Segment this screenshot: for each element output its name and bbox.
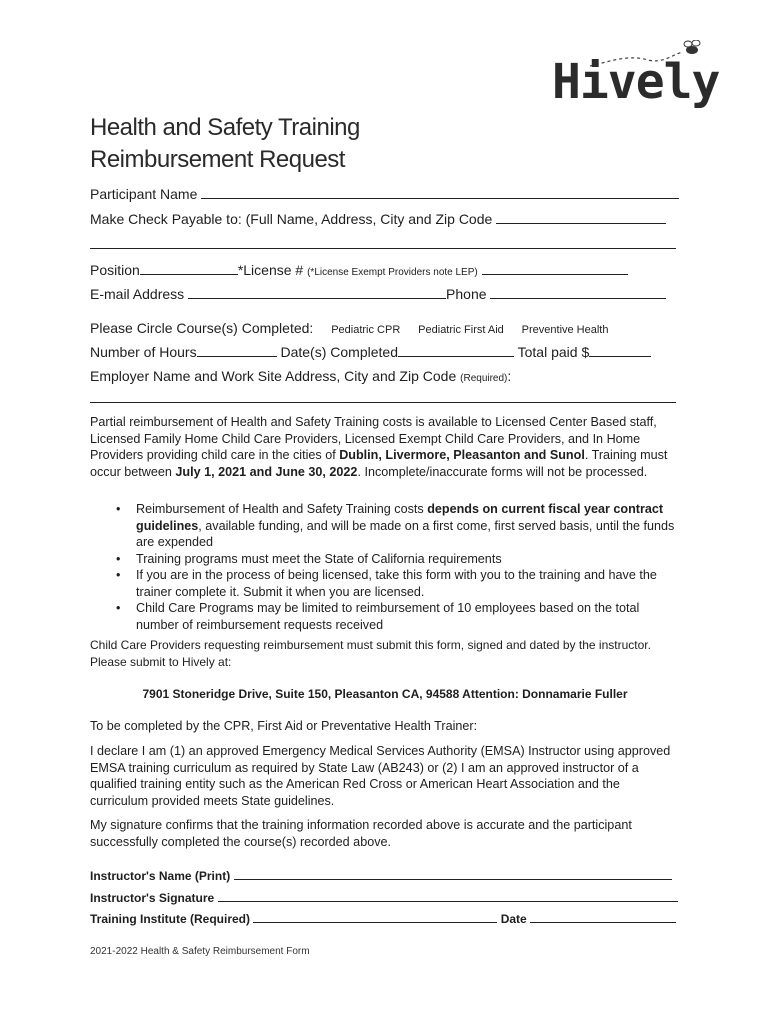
position-label: Position <box>90 262 140 278</box>
check-payable-field-2[interactable] <box>90 236 676 249</box>
page-title <box>90 112 360 176</box>
check-payable-row <box>90 211 680 227</box>
position-field[interactable] <box>140 262 238 275</box>
employer-label: Employer Name and Work Site Address, City and Zip Code <box>90 368 457 384</box>
list-item: • Training programs must meet the State of California requirements <box>116 551 502 566</box>
hours-dates-total-row <box>90 344 680 360</box>
training-institute-label: Training Institute (Required) <box>90 912 251 926</box>
mailing-address: 7901 Stoneridge Drive, Suite 150, Pleasanton CA, 94588 Attention: Donnamarie Fuller <box>142 687 628 701</box>
email-phone-row <box>90 286 680 302</box>
list-item: • Reimbursement of Health and Safety Training costs depends on current fiscal year contract guidelines, available funding, and will be made on a first come, first served basis, until the funds are expended <box>116 502 675 549</box>
training-date-range: July 1, 2021 and June 30, 2022 <box>175 464 358 479</box>
date-label: Date <box>500 912 527 926</box>
email-field[interactable] <box>188 286 446 299</box>
training-institute-row <box>90 910 680 926</box>
participant-name-row <box>90 186 680 202</box>
training-institute-field[interactable] <box>253 910 497 923</box>
eligible-cities: Dublin, Livermore, Pleasanton and Sunol <box>339 448 585 462</box>
hively-logo <box>548 40 728 122</box>
course-pediatric-cpr[interactable]: Pediatric CPR <box>331 324 401 336</box>
list-item: • Child Care Programs may be limited to reimbursement of 10 employees based on the total number of reimbursement requests received <box>116 601 640 632</box>
trainer-heading: To be completed by the CPR, First Aid or Preventative Health Trainer: <box>90 719 478 733</box>
courses-label: Please Circle Course(s) Completed: <box>90 320 314 336</box>
instructor-name-label: Instructor's Name (Print) <box>90 869 231 883</box>
license-note: (*License Exempt Providers note LEP) <box>307 267 478 278</box>
phone-field[interactable] <box>490 286 666 299</box>
position-license-row <box>90 262 680 278</box>
title-line-1: Health and Safety Training <box>90 114 360 141</box>
course-preventive-health[interactable]: Preventive Health <box>521 324 609 336</box>
intro-paragraph: Partial reimbursement of Health and Safety Training costs is available to Licensed Center Based staff, Licensed Family Home Child Care Providers, Licensed Exempt Child Care Providers, and In Home Providers providing child care in the cities of Dublin, Livermore, Pleasanton and Sunol. Training must occur between July 1, 2021 and June 30, 2022. Incomplete/inaccurate forms will not be processed. <box>90 415 668 479</box>
employer-field[interactable] <box>90 390 676 403</box>
footer-text: 2021-2022 Health & Safety Reimbursement Form <box>90 946 310 957</box>
rules-list <box>90 501 680 633</box>
email-label: E-mail Address <box>90 286 185 302</box>
hours-label: Number of Hours <box>90 344 197 360</box>
employer-colon: : <box>507 368 512 384</box>
license-field[interactable] <box>482 262 628 275</box>
check-payable-row-2 <box>90 236 680 252</box>
dates-field[interactable] <box>398 344 514 357</box>
instructor-signature-field[interactable] <box>218 889 678 902</box>
instructor-name-field[interactable] <box>234 867 672 880</box>
confirmation-paragraph: My signature confirms that the training information recorded above is accurate and the participant successfully completed the course(s) recorded above. <box>90 818 632 849</box>
title-line-2: Reimbursement Request <box>90 146 345 173</box>
date-field[interactable] <box>530 910 676 923</box>
phone-label: Phone <box>446 286 487 302</box>
list-item: • If you are in the process of being licensed, take this form with you to the training and have the trainer complete it. Submit it when you are licensed. <box>116 568 657 599</box>
employer-row-2 <box>90 390 680 406</box>
participant-name-label: Participant Name <box>90 186 198 202</box>
submit-note: Child Care Providers requesting reimbursement must submit this form, signed and dated by the instructor. Please submit to Hively at: <box>90 638 651 669</box>
participant-name-field[interactable] <box>201 186 679 199</box>
declaration-paragraph: I declare I am (1) an approved Emergency Medical Services Authority (EMSA) Instructor using approved EMSA training curriculum as required by State Law (AB243) or (2) I am an approved instructor of a qualified training entity such as the American Red Cross or American Heart Association and the curriculum provided meets State guidelines. <box>90 744 671 808</box>
license-label: *License # <box>237 262 304 278</box>
check-payable-field[interactable] <box>496 211 666 224</box>
dates-label: Date(s) Completed <box>280 344 398 360</box>
logo-wordmark: Hively <box>552 54 720 110</box>
instructor-name-row <box>90 867 680 883</box>
courses-row <box>90 320 680 336</box>
total-paid-field[interactable] <box>589 344 651 357</box>
hours-field[interactable] <box>197 344 277 357</box>
instructor-signature-row <box>90 889 680 905</box>
check-payable-label: Make Check Payable to: (Full Name, Address, City and Zip Code <box>90 211 493 227</box>
instructor-signature-label: Instructor's Signature <box>90 891 215 905</box>
course-pediatric-first-aid[interactable]: Pediatric First Aid <box>418 324 504 336</box>
employer-required-note: (Required) <box>460 373 508 384</box>
total-paid-label: Total paid $ <box>517 344 590 360</box>
employer-row <box>90 368 680 384</box>
